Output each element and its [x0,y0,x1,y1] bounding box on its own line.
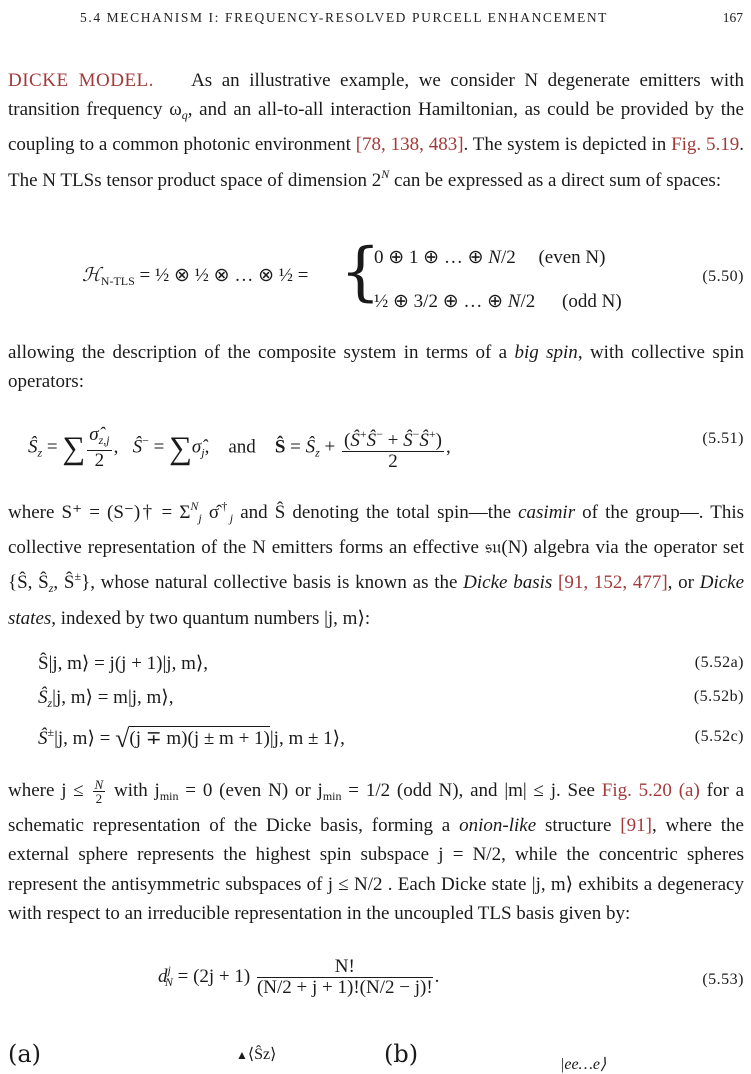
paragraph-collective-representation: where S⁺ = (S⁻)† = $\Sigma^N_j$ $\sigmâ^\dagger_j$ and Ŝ denoting the total spin—the casimir of the group—. This collective representation of the N emitters forms an effective 𝔰𝔲(N) algebra via the operator set {Ŝ, $Ŝ_z$, Ŝ±}, whose natural collective basis is known as the Dicke basis [91, 152, 477], or Dicke states, indexed by two quantum numbers |j, m⟩: [8,499,745,629]
eq-lhs: ℋ [82,265,101,286]
figure-ket-label: |ee…e⟩ [560,1056,607,1073]
figure-ref-link[interactable]: Fig. 5.19 [671,134,740,156]
equation-5-50: ℋ$_{N-TLS}$ = ½ ⊗ ½ ⊗ … ⊗ ½ = { 0 ⊕ 1 ⊕ … ⊕ N/2 (even N) ½ ⊕ 3/2 ⊕ … ⊕ N/2 (odd N) (5.50) [82,235,744,312]
equation-5-53: $d^j_N = (2j + 1)$ $\frac{N!}{(N/2 + j + 1)!(N/2 - j)!}$ . (5.53) [158,956,744,998]
equation-number: (5.50) [702,268,744,285]
running-header [80,10,743,26]
figure-panel-label-b: (b) [384,1040,419,1068]
section-heading: DICKE MODEL. [8,70,154,91]
eq-and-word: and [228,436,256,458]
figure-ref-link[interactable]: Fig. 5.20 (a) [601,780,700,801]
page-number: 167 [722,10,743,25]
figure-axis-label: ▲⟨Ŝz⟩ [236,1046,277,1063]
equation-5-51: $Ŝ_z$ = ∑ $\frac{\sigmâ_{z,j}}{2}$ , Ŝ− = $\sum\sigmâ_j$, and Ŝ = $Ŝ_z$ + $\frac{(Ŝ^+Ŝ^- + Ŝ^-Ŝ^+)}{2}$ , (5.51) [28,424,744,472]
left-brace: { [340,235,381,309]
citation-link[interactable]: [91] [620,815,652,837]
paragraph-big-spin: allowing the description of the composite system in terms of a big spin, with collective spin operators: [8,342,744,393]
paragraph-dicke-intro: DICKE MODEL. As an illustrative example, we consider N degenerate emitters with transition frequency $\omega_q$, and an all-to-all interaction Hamiltonian, as could be provided by the coupling to a common photonic environment [78, 138, 483]. The system is depicted in Fig. 5.19. The N TLSs tensor product space of dimension $2^N$ can be expressed as a direct sum of spaces: [8,70,744,191]
equation-number: (5.51) [702,430,744,447]
citation-link[interactable]: [91, 152, 477] [558,572,668,594]
running-title: 5.4 MECHANISM I: FREQUENCY-RESOLVED PURCELL ENHANCEMENT [80,10,609,25]
paragraph-dicke-basis: where j ≤ $\frac{N}{2}$ with $j_{min} = 0$ (even N) or $j_{min} = 1/2$ (odd N), and |m| ≤ j. See Fig. 5.20 (a) for a schematic representation of the Dicke basis, forming a onion-like structure [91], where the external sphere represents the highest spin subspace j = N/2, while the concentric spheres represent the antisymmetric subspaces of j ≤ N/2 . Each Dicke state |j, m⟩ exhibits a degeneracy with respect to an irreducible representation in the uncoupled TLS basis given by: [8,777,745,924]
equation-5-52: Ŝ|j, m⟩ = j(j + 1)|j, m⟩, (5.52a) $Ŝ_z|j$, m⟩ = m|j, m⟩, (5.52b) Ŝ±|j, m⟩ = √(j ∓ m)(j ± m + 1)|j, m ± 1⟩, (5.52c) [38,653,744,753]
eq-tensor-product: = ½ ⊗ ½ ⊗ … ⊗ ½ = [139,265,309,286]
figure-panel-label-a: (a) [8,1040,42,1068]
citation-link[interactable]: [78, 138, 483] [355,134,464,156]
